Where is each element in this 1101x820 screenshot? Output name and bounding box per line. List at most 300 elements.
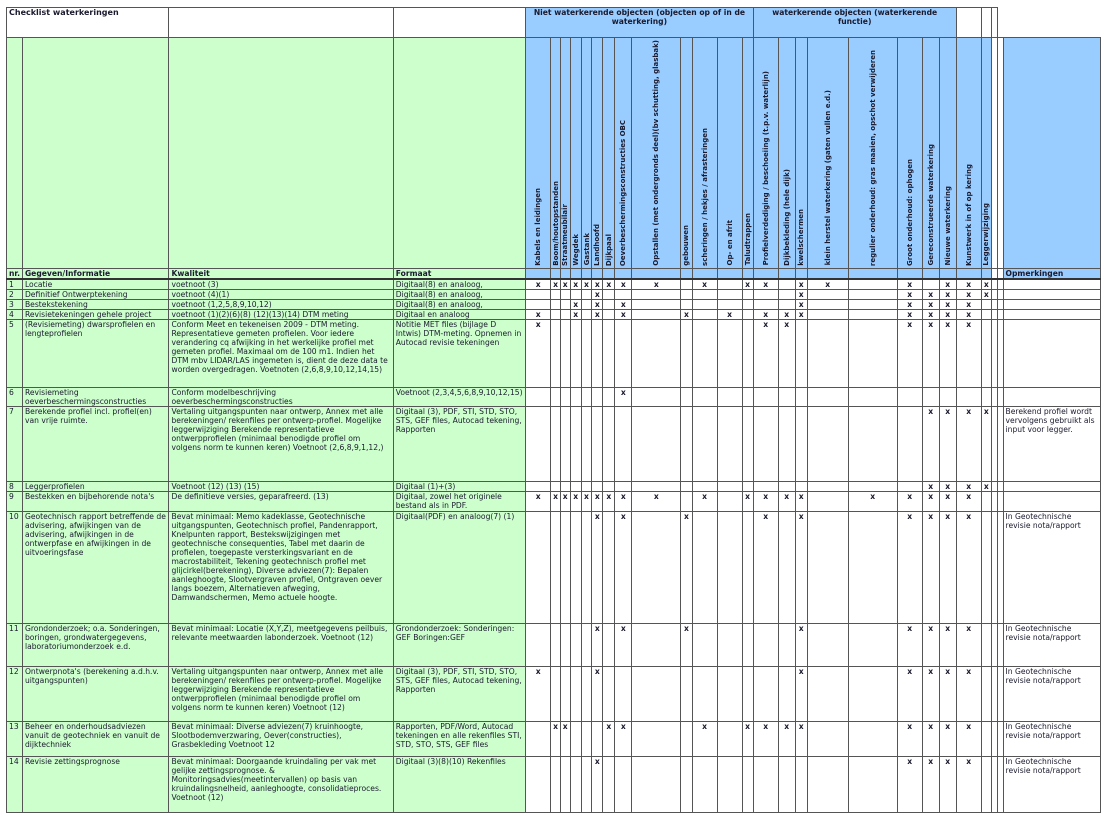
check-mark	[742, 481, 753, 491]
row-remarks	[1003, 279, 1100, 290]
check-mark: x	[939, 299, 956, 309]
check-mark: x	[922, 319, 939, 387]
check-mark	[848, 511, 897, 623]
column-header	[560, 38, 570, 269]
column-header	[795, 38, 807, 269]
check-mark	[753, 406, 778, 481]
check-mark	[981, 666, 991, 721]
check-mark	[778, 387, 795, 406]
table-row	[7, 491, 1101, 511]
check-mark	[981, 309, 991, 319]
column-header	[681, 38, 692, 269]
check-mark	[551, 309, 561, 319]
column-header-row	[7, 38, 1101, 269]
column-header-label: Landhoofd	[593, 223, 602, 266]
table-row	[7, 721, 1101, 756]
row-quality: Conform Meet en tekeneisen 2009 - DTM meting. Representatieve gemeten profielen. Voor iedere verandering cq afwijking in het werkelijke profiel met gemeten profiel. Maximaal om de 100 m1. Indien het DTM mbv LIDAR/LAS ingemeten is, dient de deze data te worden overgedragen. Voetnoten (2,6,8,9,10,12,14,15)	[169, 319, 393, 387]
row-number: 10	[7, 511, 23, 623]
table-row	[7, 319, 1101, 387]
row-remarks	[1003, 481, 1100, 491]
check-mark	[753, 387, 778, 406]
check-mark	[560, 481, 570, 491]
row-data: Bestekken en bijbehorende nota's	[22, 491, 169, 511]
check-mark: x	[681, 309, 692, 319]
check-mark	[581, 511, 591, 623]
check-mark	[742, 666, 753, 721]
row-format: Digitaal(8) en analoog,	[393, 299, 525, 309]
column-header	[742, 38, 753, 269]
check-mark: x	[570, 491, 581, 511]
check-mark	[570, 481, 581, 491]
check-mark	[526, 721, 551, 756]
check-mark	[981, 756, 991, 812]
column-header	[981, 38, 991, 269]
check-mark: x	[956, 481, 981, 491]
check-mark	[742, 406, 753, 481]
table-row	[7, 511, 1101, 623]
row-quality: voetnoot (4)(1)	[169, 289, 393, 299]
check-mark: x	[581, 279, 591, 290]
check-mark: x	[795, 623, 807, 666]
row-remarks: In Geotechnische revisie nota/rapport	[1003, 666, 1100, 721]
row-data: Revisietekeningen gehele project	[22, 309, 169, 319]
column-header-label: Opstallen (met ondergronds deel)(bv schutting, glasbak)	[652, 40, 661, 266]
check-mark: x	[848, 491, 897, 511]
check-mark	[570, 756, 581, 812]
check-mark	[807, 623, 848, 666]
check-mark	[603, 309, 615, 319]
column-header-label: Groot onderhoud: ophogen	[905, 158, 914, 266]
check-mark: x	[717, 309, 742, 319]
check-mark: x	[526, 279, 551, 290]
check-mark	[681, 481, 692, 491]
check-mark: x	[956, 279, 981, 290]
check-mark	[795, 319, 807, 387]
row-remarks	[1003, 387, 1100, 406]
check-mark	[795, 406, 807, 481]
column-header-label: Straatmeubilair	[561, 203, 570, 266]
check-mark: x	[956, 299, 981, 309]
check-mark	[570, 666, 581, 721]
column-header-label: Gastank	[582, 233, 591, 266]
column-header-label: Kabels en leidingen	[534, 187, 543, 266]
check-mark: x	[922, 491, 939, 511]
check-mark	[778, 279, 795, 290]
check-mark	[632, 666, 681, 721]
check-mark	[848, 299, 897, 309]
check-mark	[603, 511, 615, 623]
check-mark: x	[742, 491, 753, 511]
column-header	[581, 38, 591, 269]
check-mark	[922, 279, 939, 290]
check-mark	[526, 623, 551, 666]
check-mark	[615, 481, 632, 491]
table-row	[7, 309, 1101, 319]
check-mark	[526, 299, 551, 309]
check-mark	[807, 387, 848, 406]
check-mark	[848, 387, 897, 406]
check-mark	[753, 289, 778, 299]
column-header	[897, 38, 922, 269]
check-mark	[581, 481, 591, 491]
check-mark	[592, 721, 603, 756]
column-header-label: gebouwen	[682, 224, 691, 266]
check-mark	[981, 491, 991, 511]
check-mark: x	[897, 279, 922, 290]
check-mark: x	[939, 721, 956, 756]
check-mark	[603, 666, 615, 721]
column-header	[551, 38, 561, 269]
check-mark	[692, 319, 717, 387]
check-mark	[807, 721, 848, 756]
row-data: Bestekstekening	[22, 299, 169, 309]
check-mark	[717, 491, 742, 511]
row-remarks	[1003, 491, 1100, 511]
check-mark	[632, 623, 681, 666]
check-mark	[717, 387, 742, 406]
row-data: Geotechnisch rapport betreffende de advisering, afwijkingen van de advisering, afwijkingen in de ontwerpfase en afwijkingen in de uitvoeringsfase	[22, 511, 169, 623]
check-mark: x	[632, 491, 681, 511]
field-header-row	[7, 268, 1101, 279]
check-mark: x	[603, 721, 615, 756]
check-mark: x	[615, 491, 632, 511]
remarks-header: Opmerkingen	[1003, 268, 1100, 279]
check-mark: x	[939, 491, 956, 511]
check-mark	[615, 289, 632, 299]
check-mark: x	[956, 491, 981, 511]
row-number: 11	[7, 623, 23, 666]
check-mark	[795, 756, 807, 812]
row-remarks	[1003, 299, 1100, 309]
check-mark: x	[922, 481, 939, 491]
check-mark	[681, 319, 692, 387]
row-quality: voetnoot (3)	[169, 279, 393, 290]
row-data: Grondonderzoek; o.a. Sonderingen, boringen, grondwatergegevens, laboratoriumonderzoek e.d.	[22, 623, 169, 666]
check-mark	[603, 406, 615, 481]
check-mark: x	[795, 289, 807, 299]
column-header	[570, 38, 581, 269]
check-mark: x	[742, 279, 753, 290]
row-number: 14	[7, 756, 23, 812]
check-mark: x	[753, 319, 778, 387]
check-mark	[681, 289, 692, 299]
column-header	[592, 38, 603, 269]
check-mark	[981, 721, 991, 756]
column-header-label: Oeverbeschermingsconstructies OBC	[619, 119, 628, 266]
check-mark	[526, 406, 551, 481]
check-mark: x	[615, 511, 632, 623]
check-mark	[807, 406, 848, 481]
row-format: Grondonderzoek: Sonderingen: GEF Boringen:GEF	[393, 623, 525, 666]
check-mark	[560, 289, 570, 299]
row-number: 7	[7, 406, 23, 481]
check-mark: x	[795, 666, 807, 721]
check-mark: x	[592, 756, 603, 812]
check-mark	[778, 299, 795, 309]
check-mark	[681, 387, 692, 406]
check-mark	[981, 623, 991, 666]
check-mark	[742, 299, 753, 309]
check-mark: x	[778, 491, 795, 511]
check-mark: x	[922, 309, 939, 319]
row-data: (Revisiemeting) dwarsprofielen en lengteprofielen	[22, 319, 169, 387]
check-mark: x	[795, 721, 807, 756]
check-mark	[581, 387, 591, 406]
check-mark: x	[681, 623, 692, 666]
check-mark	[581, 756, 591, 812]
check-mark: x	[795, 279, 807, 290]
check-mark	[795, 481, 807, 491]
check-mark: x	[922, 289, 939, 299]
column-header	[848, 38, 897, 269]
check-mark	[632, 289, 681, 299]
check-mark	[692, 299, 717, 309]
row-data: Leggerprofielen	[22, 481, 169, 491]
check-mark: x	[981, 406, 991, 481]
check-mark: x	[526, 491, 551, 511]
row-quality: Bevat minimaal: Locatie (X,Y,Z), meetgegevens peilbuis, relevante meetwaarden labonderzoek. Voetnoot (12)	[169, 623, 393, 666]
row-remarks: In Geotechnische revisie nota/rapport	[1003, 511, 1100, 623]
check-mark: x	[956, 756, 981, 812]
check-mark: x	[795, 491, 807, 511]
check-mark	[717, 511, 742, 623]
column-header-label: Dijkbekleding (hele dijk)	[782, 168, 791, 266]
check-mark: x	[897, 721, 922, 756]
check-mark: x	[615, 721, 632, 756]
check-mark: x	[603, 279, 615, 290]
check-mark: x	[592, 289, 603, 299]
row-number: 9	[7, 491, 23, 511]
check-mark	[681, 491, 692, 511]
check-mark	[778, 511, 795, 623]
check-mark	[717, 319, 742, 387]
row-format: Digitaal (3)(8)(10) Rekenfiles	[393, 756, 525, 812]
row-data: Revisie zettingsprognose	[22, 756, 169, 812]
check-mark	[603, 756, 615, 812]
check-mark: x	[981, 481, 991, 491]
check-mark	[717, 406, 742, 481]
check-mark	[742, 623, 753, 666]
row-format: Digitaal (3), PDF, STI, STD, STO, STS, GEF files, Autocad tekening, Rapporten	[393, 406, 525, 481]
column-header	[939, 38, 956, 269]
row-quality: Bevat minimaal: Memo kadeklasse, Geotechnische uitgangspunten, Geotechnisch profiel, Pandenrapport, Knelpunten rapport, Bestekswijzigingen met geotechnische consequenties, Tabel met daarin de profielen, toegepaste versterkingsvariant en de macrostabiliteit, Tekening geotechnisch profiel met glijcirkel(berekening), Diverse adviezen(7): Bepalen aanleghoogte, Slootvergraven profiel, Ontgraven oever langs boezem, Alternatieven afweging, Damwandschermen, Memo actuele hoogte.	[169, 511, 393, 623]
check-mark: x	[592, 279, 603, 290]
check-mark	[807, 299, 848, 309]
check-mark	[717, 623, 742, 666]
row-format: Rapporten, PDF/Word, Autocad tekeningen en alle rekenfiles STI, STD, STO, STS, GEF files	[393, 721, 525, 756]
check-mark	[581, 309, 591, 319]
check-mark	[570, 623, 581, 666]
check-mark: x	[615, 309, 632, 319]
column-header-label: kwelschermen	[797, 208, 806, 266]
check-mark	[581, 721, 591, 756]
check-mark: x	[956, 511, 981, 623]
row-format: Digitaal en analoog	[393, 309, 525, 319]
check-mark	[603, 299, 615, 309]
check-mark	[603, 481, 615, 491]
table-row	[7, 279, 1101, 290]
check-mark: x	[551, 721, 561, 756]
check-mark	[717, 299, 742, 309]
row-remarks	[1003, 289, 1100, 299]
row-number: 6	[7, 387, 23, 406]
check-mark	[632, 721, 681, 756]
check-mark: x	[551, 491, 561, 511]
check-mark: x	[753, 721, 778, 756]
table-row	[7, 623, 1101, 666]
check-mark	[603, 387, 615, 406]
check-mark	[551, 756, 561, 812]
check-mark: x	[526, 666, 551, 721]
check-mark: x	[526, 319, 551, 387]
check-mark: x	[897, 289, 922, 299]
check-mark	[560, 309, 570, 319]
check-mark	[742, 756, 753, 812]
check-mark: x	[570, 279, 581, 290]
check-mark: x	[753, 309, 778, 319]
check-mark: x	[956, 406, 981, 481]
check-mark	[551, 481, 561, 491]
check-mark: x	[692, 491, 717, 511]
title-row	[7, 8, 1101, 38]
check-mark	[778, 623, 795, 666]
check-mark	[807, 289, 848, 299]
check-mark	[981, 387, 991, 406]
check-mark	[551, 623, 561, 666]
column-header-label: Boom/houtopstanden	[551, 181, 560, 266]
table-row	[7, 289, 1101, 299]
row-data: Definitief Ontwerptekening	[22, 289, 169, 299]
check-mark	[807, 666, 848, 721]
column-header-label: Wegdek	[571, 234, 580, 266]
column-header-label: Kunstwerk in of op kering	[964, 163, 973, 266]
check-mark: x	[939, 623, 956, 666]
check-mark: x	[939, 511, 956, 623]
check-mark	[632, 319, 681, 387]
check-mark	[848, 666, 897, 721]
check-mark: x	[742, 721, 753, 756]
check-mark: x	[795, 511, 807, 623]
table-row	[7, 387, 1101, 406]
row-data: Locatie	[22, 279, 169, 290]
check-mark: x	[592, 623, 603, 666]
check-mark	[717, 289, 742, 299]
column-header-label: Dijkpaal	[604, 233, 613, 266]
check-mark: x	[897, 666, 922, 721]
check-mark	[581, 299, 591, 309]
row-quality: Bevat minimaal: Diverse adviezen(7) kruinhoogte, Slootbodemverzwaring, Oever(constructies), Grasbekleding Voetnoot 12	[169, 721, 393, 756]
check-mark	[717, 756, 742, 812]
check-mark	[570, 319, 581, 387]
check-mark	[956, 387, 981, 406]
check-mark: x	[922, 721, 939, 756]
check-mark	[778, 756, 795, 812]
check-mark: x	[795, 309, 807, 319]
check-mark: x	[956, 721, 981, 756]
check-mark: x	[753, 279, 778, 290]
check-mark: x	[560, 721, 570, 756]
row-remarks: In Geotechnische revisie nota/rapport	[1003, 623, 1100, 666]
column-header-label: regulier onderhoud: gras maaien, opschot verwijderen	[868, 49, 877, 266]
check-mark	[603, 623, 615, 666]
table-row	[7, 406, 1101, 481]
check-mark: x	[897, 756, 922, 812]
row-quality: Voetnoot (12) (13) (15)	[169, 481, 393, 491]
check-mark: x	[551, 279, 561, 290]
check-mark: x	[897, 511, 922, 623]
check-mark: x	[897, 309, 922, 319]
row-quality: Bevat minimaal: Doorgaande kruindaling per vak met gelijke zettingsprognose. & Monitoringsadvies(meetintervallen) op basis van kruindalingsnelheid, aanleghoogte, consolidatieproces. Voetnoot (12)	[169, 756, 393, 812]
check-mark: x	[778, 309, 795, 319]
check-mark	[592, 319, 603, 387]
check-mark	[551, 511, 561, 623]
check-mark	[592, 481, 603, 491]
check-mark	[848, 309, 897, 319]
data-header: Gegeven/Informatie	[22, 268, 169, 279]
check-mark: x	[795, 299, 807, 309]
check-mark	[717, 666, 742, 721]
check-mark: x	[615, 623, 632, 666]
check-mark	[753, 299, 778, 309]
check-mark	[753, 481, 778, 491]
table-row	[7, 481, 1101, 491]
check-mark: x	[592, 299, 603, 309]
check-mark	[848, 756, 897, 812]
column-header-label: Taludtrappen	[743, 213, 752, 266]
check-mark	[581, 623, 591, 666]
check-mark	[551, 406, 561, 481]
check-mark	[807, 481, 848, 491]
row-number: 1	[7, 279, 23, 290]
check-mark	[526, 756, 551, 812]
check-mark	[692, 406, 717, 481]
check-mark	[632, 299, 681, 309]
check-mark	[560, 319, 570, 387]
group-retaining: waterkerende objecten (waterkerende functie)	[753, 8, 956, 38]
check-mark	[848, 289, 897, 299]
check-mark: x	[615, 299, 632, 309]
check-mark	[632, 511, 681, 623]
row-quality: voetnoot (1,2,5,8,9,10,12)	[169, 299, 393, 309]
row-format: Voetnoot (2,3,4,5,6,8,9,10,12,15)	[393, 387, 525, 406]
check-mark	[615, 406, 632, 481]
format-header: Formaat	[393, 268, 525, 279]
check-mark	[632, 309, 681, 319]
check-mark: x	[807, 279, 848, 290]
check-mark	[551, 387, 561, 406]
column-header-label: Op- en afrit	[725, 220, 734, 266]
check-mark: x	[692, 279, 717, 290]
check-mark: x	[632, 279, 681, 290]
check-mark	[692, 623, 717, 666]
check-mark	[581, 319, 591, 387]
check-mark	[939, 387, 956, 406]
check-mark	[551, 299, 561, 309]
check-mark	[848, 319, 897, 387]
check-mark	[778, 666, 795, 721]
check-mark	[570, 511, 581, 623]
check-mark	[603, 289, 615, 299]
check-mark	[570, 721, 581, 756]
column-header	[956, 38, 981, 269]
row-quality: Conform modelbeschrijving oeverbeschermingsconstructies	[169, 387, 393, 406]
check-mark: x	[981, 289, 991, 299]
check-mark: x	[922, 406, 939, 481]
column-header-label: klein herstel waterkering (gaten vullen e.d.)	[823, 90, 832, 266]
row-remarks	[1003, 309, 1100, 319]
row-format: Digitaal (1)+(3)	[393, 481, 525, 491]
row-format: Digitaal(PDF) en analoog(7) (1)	[393, 511, 525, 623]
